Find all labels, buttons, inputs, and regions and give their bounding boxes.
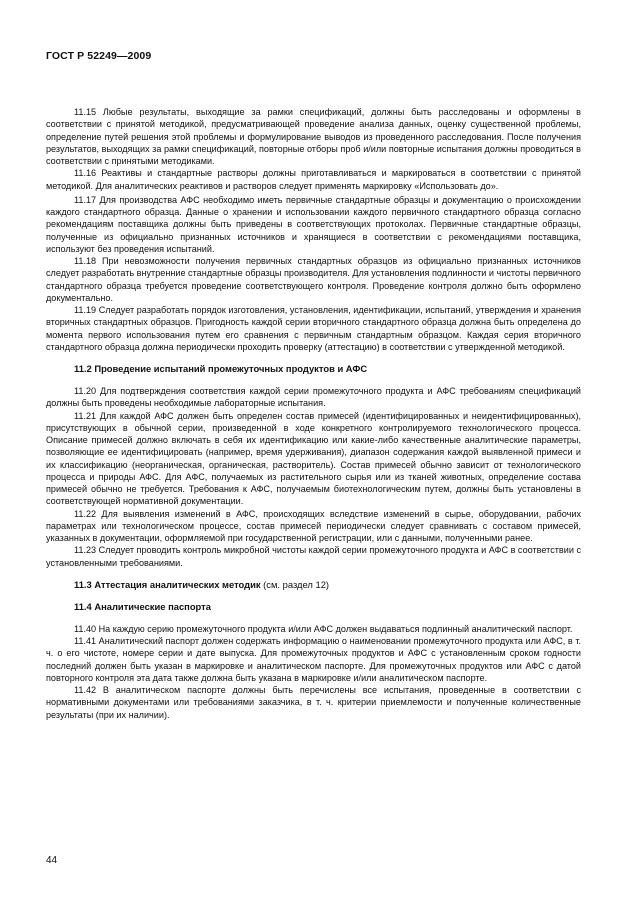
paragraph-11-21: 11.21 Для каждой АФС должен быть определен состав примесей (идентифицированных и неидентифицированных), присутствующих в обычной серии, произведенной в ходе конкретного контролируемого технологического процесса. Описание примесей должно включать в себя их идентификацию или какие-либо качественные аналитические параметры, позволяющие ее идентифицировать (например, время удерживания), диапазон содержания каждой выявленной примеси и их классификацию (неорганическая, органическая, растворитель). Состав примесей обычно зависит от технологического процесса и природы АФС. Для АФС, получаемых из растительного сырья или из тканей животных, определение состава примесей обычно не требуется. Требования к АФС, получаемым биотехнологическим путем, должны быть установлены в соответствующей нормативной документации. [46, 410, 581, 507]
paragraph-11-19: 11.19 Следует разработать порядок изготовления, установления, идентификации, испытаний, утверждения и хранения вторичных стандартных образцов. Пригодность каждой серии вторичного стандартного образца должна быть определена до момента первого использования путем его сравнения с первичным стандартным образцом. Каждая серия вторичного стандартного образца должна периодически проходить проверку (аттестацию) в соответствии с утвержденной методикой. [46, 305, 581, 352]
section-heading-11-3 [74, 579, 581, 591]
section-heading-11-3-title: 11.3 Аттестация аналитических методик [74, 578, 261, 590]
section-heading-11-4: 11.4 Аналитические паспорта [74, 600, 211, 612]
paragraph-11-22: 11.22 Для выявления изменений в АФС, происходящих вследствие изменений в сырье, оборудовании, рабочих параметрах или технологическом процессе, состав примесей периодически следует сравнивать с составом примесей, указанных в документации, оформляемой при государственной регистрации, или с данными, полученными ранее. [46, 508, 581, 543]
document-body [46, 106, 581, 721]
paragraph-11-17: 11.17 Для производства АФС необходимо иметь первичные стандартные образцы и документацию о происхождении каждого стандартного образца. Данные о хранении и использовании каждого первичного стандартного образца согласно рекомендациям поставщика должны быть приведены в соответствующих протоколах. Первичные стандартные образцы, полученные из официально признанных источников и хранящиеся в соответствии с рекомендациями поставщика, используют без проведения испытаний. [46, 194, 581, 254]
section-heading-11-3-reference: (см. раздел 12) [263, 578, 330, 590]
document-header: ГОСТ Р 52249—2009 [46, 50, 152, 62]
paragraph-11-23: 11.23 Следует проводить контроль микробной чистоты каждой серии промежуточного продукта и АФС в соответствии с установленными требованиями. [46, 545, 581, 568]
paragraph-11-18: 11.18 При невозможности получения первичных стандартных образцов из официально признанных источников следует разработать внутренние стандартные образцы производителя. Для установления подлинности и чистоты первичного стандартного образца требуется проведение соответствующего контроля. Проведение контроля должно быть оформлено документально. [46, 256, 581, 303]
paragraph-11-15: 11.15 Любые результаты, выходящие за рамки спецификаций, должны быть расследованы и оформлены в соответствии с принятой методикой, предусматривающей проведение анализа данных, оценку существенной проблемы, определение путей решения этой проблемы и формулирование выводов из проведенного расследования. После получения результатов, выходящих за рамки спецификаций, повторные отборы проб и/или повторные испытания должны проводиться в соответствии с принятыми методиками. [46, 107, 581, 166]
paragraph-11-42: 11.42 В аналитическом паспорте должны быть перечислены все испытания, проведенные в соответствии с нормативными документами или требованиями заказчика, в т. ч. критерии приемлемости и полученные количественные результаты (при их наличии). [46, 685, 581, 720]
page-number: 44 [46, 855, 58, 866]
paragraph-11-41: 11.41 Аналитический паспорт должен содержать информацию о наименовании промежуточного продукта или АФС, в т. ч. о его чистоте, номере серии и дате выпуска. Для промежуточных продуктов и АФС с установленным сроком годности последний должен быть указан в маркировке и аналитическом паспорте. Для промежуточных продуктов или АФС с датой повторного контроля эта дата также должна быть указана в маркировке и/или аналитическом паспорте. [46, 636, 581, 683]
paragraph-11-20: 11.20 Для подтверждения соответствия каждой серии промежуточного продукта и АФС требованиям спецификаций должны быть проведены необходимые лабораторные испытания. [46, 386, 581, 409]
section-heading-11-2: 11.2 Проведение испытаний промежуточных продуктов и АФС [74, 363, 368, 374]
paragraph-11-16: 11.16 Реактивы и стандартные растворы должны приготавливаться и маркироваться в соответствии с принятой методикой. Для аналитических реактивов и растворов следует применять маркировку «Использовать до». [46, 168, 581, 191]
paragraph-11-40: 11.40 На каждую серию промежуточного продукта и/или АФС должен выдаваться подлинный аналитический паспорт. [74, 623, 573, 634]
